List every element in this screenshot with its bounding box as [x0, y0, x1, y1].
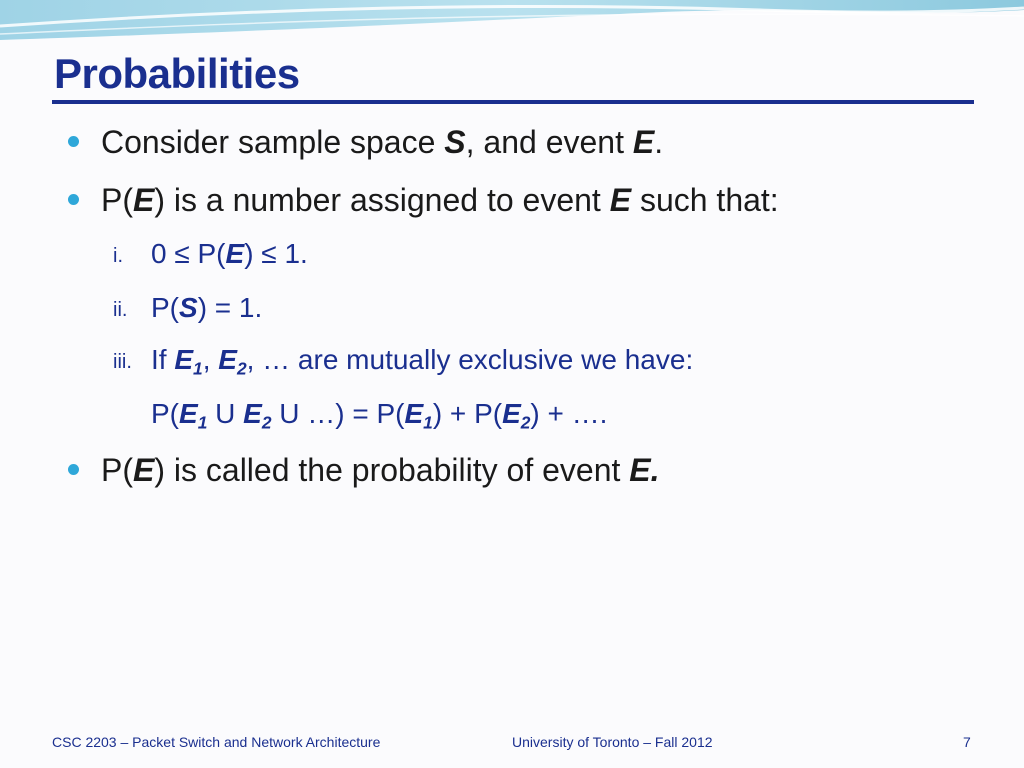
text: P( — [101, 182, 133, 218]
symbol-E: E — [174, 344, 194, 375]
condition-number-iii: iii. — [113, 351, 132, 373]
condition-number-ii: ii. — [113, 299, 128, 321]
text: 0 ≤ P( — [151, 238, 226, 269]
subscript: 1 — [193, 358, 203, 379]
subscript: 1 — [423, 412, 433, 433]
subscript: 1 — [197, 412, 208, 433]
text: P( — [151, 398, 179, 429]
bullet-dot — [68, 136, 79, 147]
subscript: 2 — [261, 412, 272, 433]
symbol-E: E — [609, 182, 632, 218]
symbol-E: E. — [629, 452, 660, 488]
text: such that: — [631, 182, 779, 218]
symbol-E: E — [243, 398, 262, 429]
text: ) + P( — [432, 398, 503, 429]
text: P( — [151, 292, 179, 323]
symbol-E: E — [632, 124, 655, 160]
header-wave-decoration — [0, 0, 1024, 44]
text: ) + …. — [530, 398, 608, 429]
condition-iii — [151, 340, 693, 380]
bullet-probability-name — [101, 448, 660, 492]
symbol-E: E — [502, 398, 521, 429]
symbol-S: S — [444, 124, 466, 160]
text: If — [151, 344, 175, 375]
title-underline — [52, 100, 974, 104]
text: ) = 1. — [197, 292, 263, 323]
condition-number-i: i. — [113, 245, 123, 267]
symbol-E: E — [404, 398, 424, 429]
bullet-sample-space — [101, 120, 663, 164]
subscript: 2 — [520, 412, 531, 433]
footer-institution: University of Toronto – Fall 2012 — [512, 734, 713, 750]
symbol-E: E — [133, 452, 155, 488]
text: , — [202, 344, 219, 375]
condition-ii — [151, 288, 262, 328]
subscript: 2 — [236, 358, 247, 379]
symbol-E: E — [218, 344, 237, 375]
symbol-E: E — [133, 182, 155, 218]
slide-number: 7 — [963, 734, 971, 750]
union-equation — [151, 394, 607, 434]
footer-course: CSC 2203 – Packet Switch and Network Architecture — [52, 734, 381, 750]
text: ) is called the probability of event — [154, 452, 630, 488]
text: ) ≤ 1. — [244, 238, 308, 269]
bullet-probability-definition — [101, 178, 779, 222]
symbol-S: S — [179, 292, 198, 323]
bullet-dot — [68, 194, 79, 205]
symbol-E: E — [225, 238, 245, 269]
bullet-dot — [68, 464, 79, 475]
text: , and event — [465, 124, 633, 160]
text: P( — [101, 452, 133, 488]
symbol-E: E — [179, 398, 198, 429]
text: ) is a number assigned to event — [154, 182, 610, 218]
text: Consider sample space — [101, 124, 445, 160]
text: , … are mutually exclusive we have: — [246, 344, 694, 375]
text: U — [207, 398, 244, 429]
text: . — [654, 124, 664, 160]
slide-title: Probabilities — [54, 50, 300, 97]
condition-i — [151, 234, 308, 274]
text: U …) = P( — [271, 398, 405, 429]
